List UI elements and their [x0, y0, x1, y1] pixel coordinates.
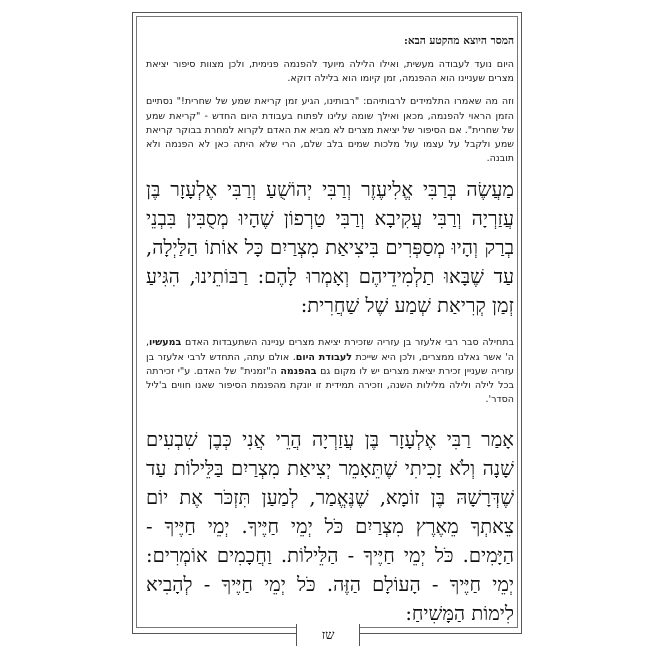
page-number: שז	[321, 628, 335, 643]
intro-paragraph-2: וזה מה שאמרו התלמידים לרבותיהם: "רבותינו, הגיע זמן קריאת שמע של שחרית!" נסתיים הזמן הראוי להפנמה, מכאן ואילך שומה עלינו לפתוח בעבודת היום החדש - "קריאת שמע של שחרית". אם הסיפור של יציאת מצרים לא מביא את האדם לקרוא למחרת בבוקר קריאת שמע ולקבל על עצמו עול מלכות שמים בלב שלם, הרי שלא היתה כאן לא הפנמה ולא תובנה.	[146, 96, 514, 165]
page-content	[146, 34, 514, 644]
page-number-box	[296, 624, 360, 646]
intro-paragraph-1: היום נועד לעבודה מעשית, ואילו הלילה מיועד להפנמה פנימית, ולכן מצוות סיפור יציאת מצרים שעניינו הוא ההפנמה, זמן קיומו הוא בלילה דוקא.	[146, 59, 514, 85]
commentary-bold-1: במעשיו	[149, 337, 182, 349]
commentary-bold-3: בהפנמה	[280, 365, 317, 377]
intro-heading: המסר היוצא מהקטע הבא:	[404, 35, 514, 47]
commentary-paragraph	[146, 336, 514, 407]
commentary-text-1: בתחילה סבר רבי אלעזר בן עזריה שזכירת יציאת מצרים עניינה השתעבדות האדם	[181, 337, 514, 349]
haggadah-passage-amar: אָמַר רַבִּי אֶלְעָזָר בֶּן עֲזַרְיָה הֲרֵי אֲנִי כְּבֶן שִׁבְעִים שָׁנָה וְלֹא זָכִיתִי שֶׁתֵּאָמֵר יְצִיאַת מִצְרַיִם בַּלֵּילוֹת עַד שֶׁדְּרָשָׁהּ בֶּן זוֹמָא, שֶׁנֶּאֱמַר, לְמַעַן תִּזְכֹּר אֶת יוֹם צֵאתְךָ מֵאֶרֶץ מִצְרַיִם כֹּל יְמֵי חַיֶּיךָ. יְמֵי חַיֶּיךָ - הַיָּמִים. כֹּל יְמֵי חַיֶּיךָ - הַלֵּילוֹת. וַחֲכָמִים אוֹמְרִים: יְמֵי חַיֶּיךָ - הָעוֹלָם הַזֶּה. כֹּל יְמֵי חַיֶּיךָ - לְהָבִיא לִימוֹת הַמָּשִׁיחַ:	[146, 428, 514, 626]
commentary-bold-2: לעבודת היום	[295, 351, 352, 363]
commentary-text-4: ה"זמנית" של האדם. ע"י זכירתה בכל לילה ולילה מלילות השנה, וזכירה תמידית זו יונקת מהפנמת הסיפור שאנו חווים ב'ליל הסדר'.	[146, 365, 514, 406]
commentary-text-2: , ה' אשר גאלנו ממצרים, ולכן היא שייכת	[146, 337, 515, 363]
commentary-note	[146, 336, 514, 407]
haggadah-passage-maaseh: מַעֲשֶׂה בְּרַבִּי אֱלִיעֶזֶר וְרַבִּי יְהוֹשֻׁעַ וְרַבִּי אֶלְעָזָר בֶּן עֲזַרְיָה וְרַבִּי עֲקִיבָא וְרַבִּי טַרְפוֹן שֶׁהָיוּ מְסֻבִּין בִּבְנֵי בְרַק וְהָיוּ מְסַפְּרִים בִּיצִיאַת מִצְרַיִם כָּל אוֹתוֹ הַלַּיְלָה, עַד שֶׁבָּאוּ תַלְמִידֵיהֶם וְאָמְרוּ לָהֶם: רַבּוֹתֵינוּ, הִגִּיעַ זְמַן קְרִיאַת שְׁמַע שֶׁל שַׁחֲרִית:	[146, 178, 514, 318]
commentary-text-3: . אולם עתה, התחדש לרבי אלעזר בן עזריה שעניין זכירת יציאת מצרים יש לו מקום גם	[146, 351, 514, 377]
